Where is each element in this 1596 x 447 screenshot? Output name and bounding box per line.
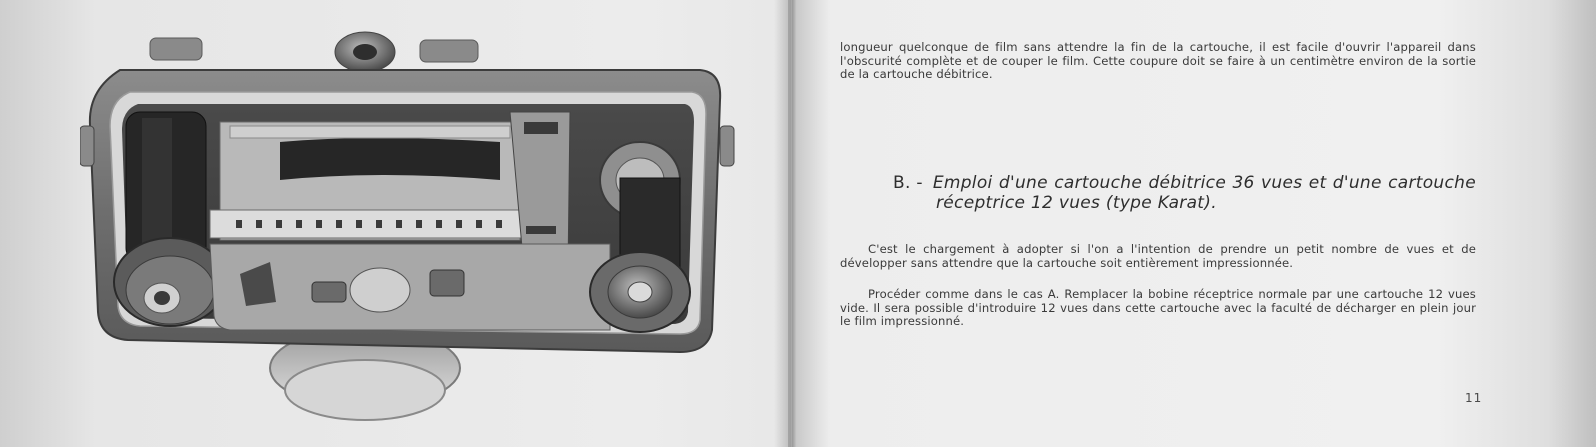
paragraph-procedure: Procéder comme dans le cas A. Remplacer la bobine réceptrice normale par une cartouche 12 vues vide. Il sera possible d'introduire 12 vues dans cette cartouche avec la faculté de décharger en plein jour le film impressionné.	[840, 287, 1476, 328]
heading-line-2: réceptrice 12 vues (type Karat).	[936, 193, 1217, 213]
heading-line-1: Emploi d'une cartouche débitrice 36 vues et d'une cartouche	[932, 173, 1476, 193]
heading-prefix: B. -	[893, 173, 923, 193]
camera-photo	[80, 30, 740, 440]
left-page	[0, 0, 790, 447]
paragraph-continuation: longueur quelconque de film sans attendre la fin de la cartouche, il est facile d'ouvrir l'appareil dans l'obscurité complète et de couper le film. Cette coupure doit se faire à un centimètre environ de la sortie de la cartouche débitrice.	[840, 40, 1476, 81]
paragraph-usage: C'est le chargement à adopter si l'on a l'intention de prendre un petit nombre de vues et de développer sans attendre que la cartouche soit entièrement impressionnée.	[840, 242, 1476, 270]
section-heading	[893, 173, 1476, 213]
page-number: 11	[1465, 391, 1483, 405]
